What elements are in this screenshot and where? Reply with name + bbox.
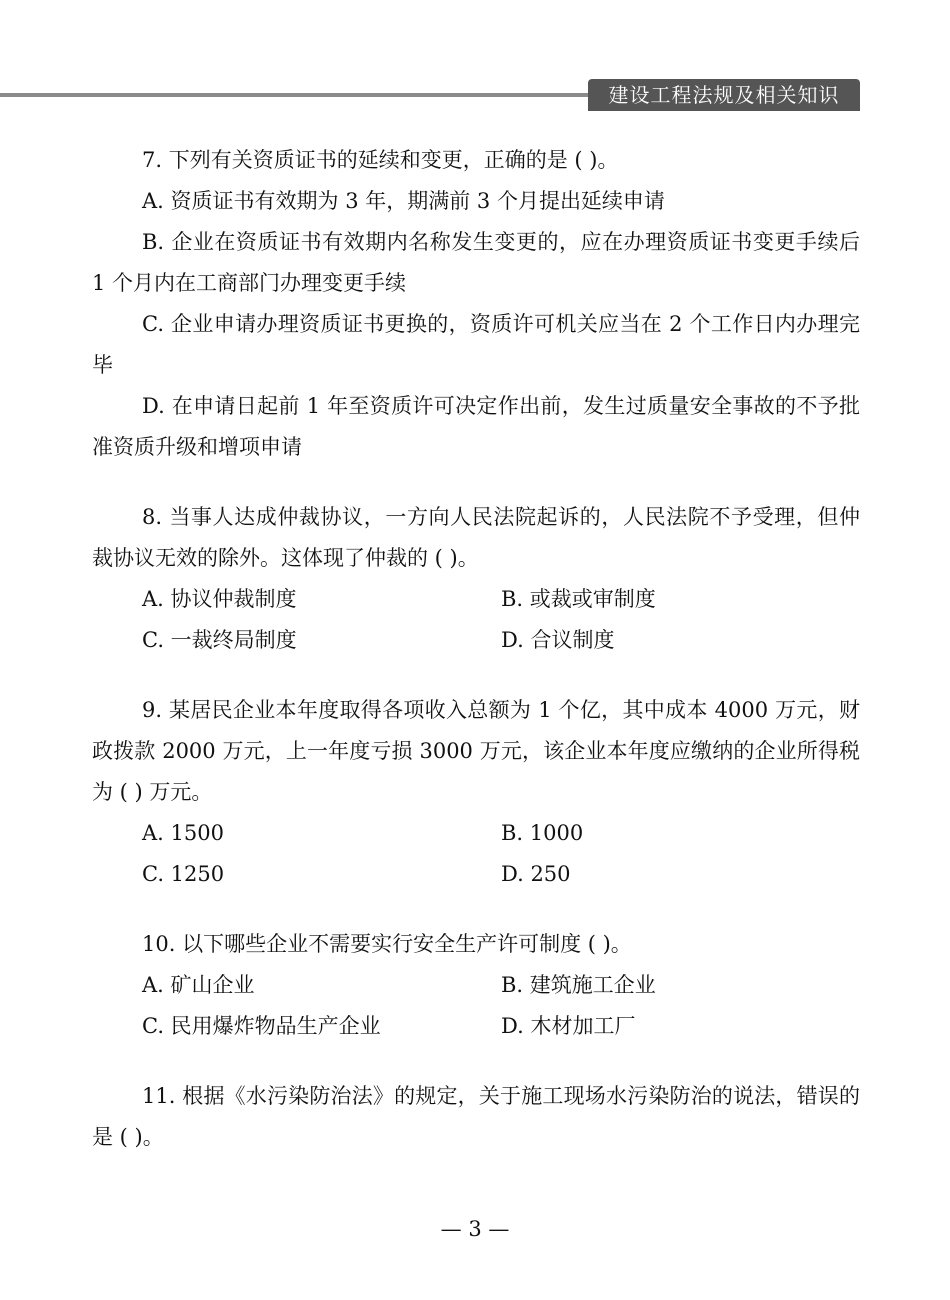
option-b: B. 建筑施工企业 xyxy=(501,973,656,997)
header-tab-title: 建设工程法规及相关知识 xyxy=(588,79,860,111)
option-a: A. 资质证书有效期为 3 年，期满前 3 个月提出延续申请 xyxy=(142,189,665,213)
options-grid xyxy=(92,813,860,895)
header-rule xyxy=(0,93,600,97)
question-list xyxy=(92,140,860,1158)
page-number: — 3 — xyxy=(440,1217,510,1241)
option-b: B. 或裁或审制度 xyxy=(501,587,656,611)
question-stem: 10. 以下哪些企业不需要实行安全生产许可制度 ( )。 xyxy=(142,932,632,956)
option-c: C. 企业申请办理资质证书更换的，资质许可机关应当在 2 个工作日内办理完毕 xyxy=(92,312,860,377)
question-10 xyxy=(92,924,860,1047)
option-c: C. 一裁终局制度 xyxy=(142,628,297,652)
question-stem: 8. 当事人达成仲裁协议，一方向人民法院起诉的，人民法院不予受理，但仲裁协议无效的除外。这体现了仲裁的 ( )。 xyxy=(92,505,860,570)
question-8 xyxy=(92,497,860,661)
option-b: B. 1000 xyxy=(501,821,584,845)
option-c: C. 1250 xyxy=(142,862,225,886)
question-stem: 9. 某居民企业本年度取得各项收入总额为 1 个亿，其中成本 4000 万元，财政拨款 2000 万元，上一年度亏损 3000 万元，该企业本年度应缴纳的企业所得税为 ( ) 万元。 xyxy=(92,698,860,804)
question-stem: 7. 下列有关资质证书的延续和变更，正确的是 ( )。 xyxy=(142,148,619,172)
question-stem: 11. 根据《水污染防治法》的规定，关于施工现场水污染防治的说法，错误的是 ( )。 xyxy=(92,1084,860,1149)
option-a: A. 协议仲裁制度 xyxy=(142,587,297,611)
option-a: A. 矿山企业 xyxy=(142,973,255,997)
option-d: D. 合议制度 xyxy=(501,628,615,652)
option-b: B. 企业在资质证书有效期内名称发生变更的，应在办理资质证书变更手续后 1 个月内在工商部门办理变更手续 xyxy=(92,230,860,295)
question-7 xyxy=(92,140,860,468)
question-11 xyxy=(92,1076,860,1158)
question-9 xyxy=(92,690,860,895)
option-a: A. 1500 xyxy=(142,821,224,845)
option-d: D. 木材加工厂 xyxy=(501,1014,636,1038)
option-d: D. 在申请日起前 1 年至资质许可决定作出前，发生过质量安全事故的不予批准资质升级和增项申请 xyxy=(92,394,860,459)
option-d: D. 250 xyxy=(501,862,571,886)
options-grid xyxy=(92,965,860,1047)
options-grid xyxy=(92,579,860,661)
option-c: C. 民用爆炸物品生产企业 xyxy=(142,1014,381,1038)
